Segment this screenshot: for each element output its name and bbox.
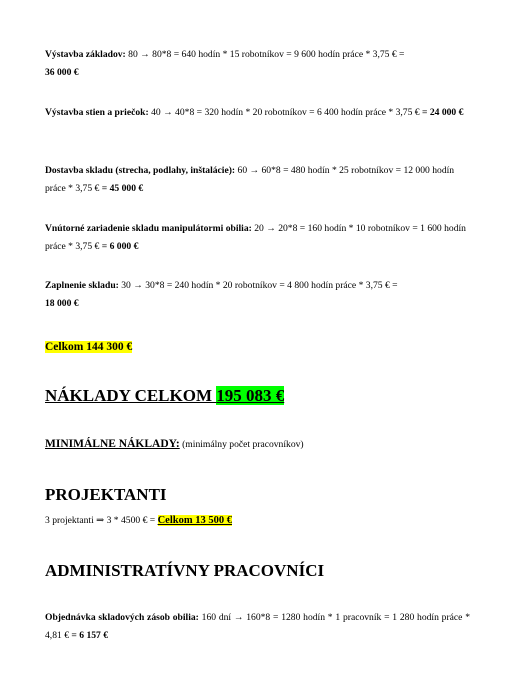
- item-result: = 45 000 €: [101, 182, 144, 194]
- item-label: Objednávka skladových zásob obilia:: [45, 612, 199, 623]
- minimalne-naklady-note: (minimálny počet pracovníkov): [179, 439, 304, 450]
- item-label: Výstavba stien a priečok:: [45, 107, 149, 118]
- item-vnutorne-zariadenie: [45, 220, 470, 255]
- projektanti-heading: PROJEKTANTI: [45, 485, 167, 504]
- naklady-celkom-label: NÁKLADY CELKOM: [45, 386, 217, 405]
- item-label: Dostavba skladu (strecha, podlahy, inštalácie):: [45, 165, 236, 176]
- administrativni-heading: ADMINISTRATÍVNY PRACOVNÍCI: [45, 561, 325, 580]
- projektanti-calc: 3 projektanti ⇒ 3 * 4500 € =: [45, 515, 158, 526]
- item-vystavba-stien: [45, 104, 470, 122]
- item-result: = 24 000 €: [421, 107, 464, 118]
- minimalne-naklady-label: MINIMÁLNE NÁKLADY:: [45, 438, 180, 450]
- naklady-celkom-value: 195 083 €: [216, 386, 285, 405]
- item-calc: 30 → 30*8 = 240 hodín * 20 robotníkov = 4 800 hodín práce * 3,75 € =: [118, 280, 398, 291]
- item-result: = 6 000 €: [101, 240, 139, 252]
- celkom-total: [45, 341, 132, 353]
- item-zaplnenie-skladu: [45, 277, 470, 312]
- item-result: = 6 157 €: [71, 629, 109, 641]
- celkom-total-text: Celkom 144 300 €: [45, 341, 133, 353]
- projektanti-total: Celkom 13 500 €: [157, 515, 232, 526]
- naklady-celkom-heading: [45, 386, 284, 406]
- item-label: Zaplnenie skladu:: [45, 280, 119, 291]
- item-result: 36 000 €: [45, 66, 79, 78]
- item-calc: 40 → 40*8 = 320 hodín * 20 robotníkov = 6 400 hodín práce * 3,75 €: [148, 107, 422, 118]
- item-calc: 20 → 20*8 = 160 hodín * 10 robotníkov = 1 600 hodín práce * 3,75 €: [45, 223, 466, 252]
- minimalne-naklady-line: [45, 438, 304, 450]
- item-objednavka-zasob: [45, 609, 470, 644]
- item-label: Výstavba základov:: [45, 49, 126, 60]
- item-calc: 80 → 80*8 = 640 hodín * 15 robotníkov = 9 600 hodín práce * 3,75 € =: [125, 49, 405, 60]
- item-dostavba-skladu: [45, 162, 470, 197]
- item-calc: 60 → 60*8 = 480 hodín * 25 robotníkov = 12 000 hodín práce * 3,75 €: [45, 165, 455, 194]
- item-vystavba-zakladov: [45, 46, 470, 81]
- item-calc: 160 dní → 160*8 = 1280 hodín * 1 pracovník = 1 280 hodín práce * 4,81 €: [45, 612, 470, 641]
- item-label: Vnútorné zariadenie skladu manipulátormi obilia:: [45, 223, 252, 234]
- projektanti-line: [45, 515, 232, 526]
- item-result: 18 000 €: [45, 297, 79, 309]
